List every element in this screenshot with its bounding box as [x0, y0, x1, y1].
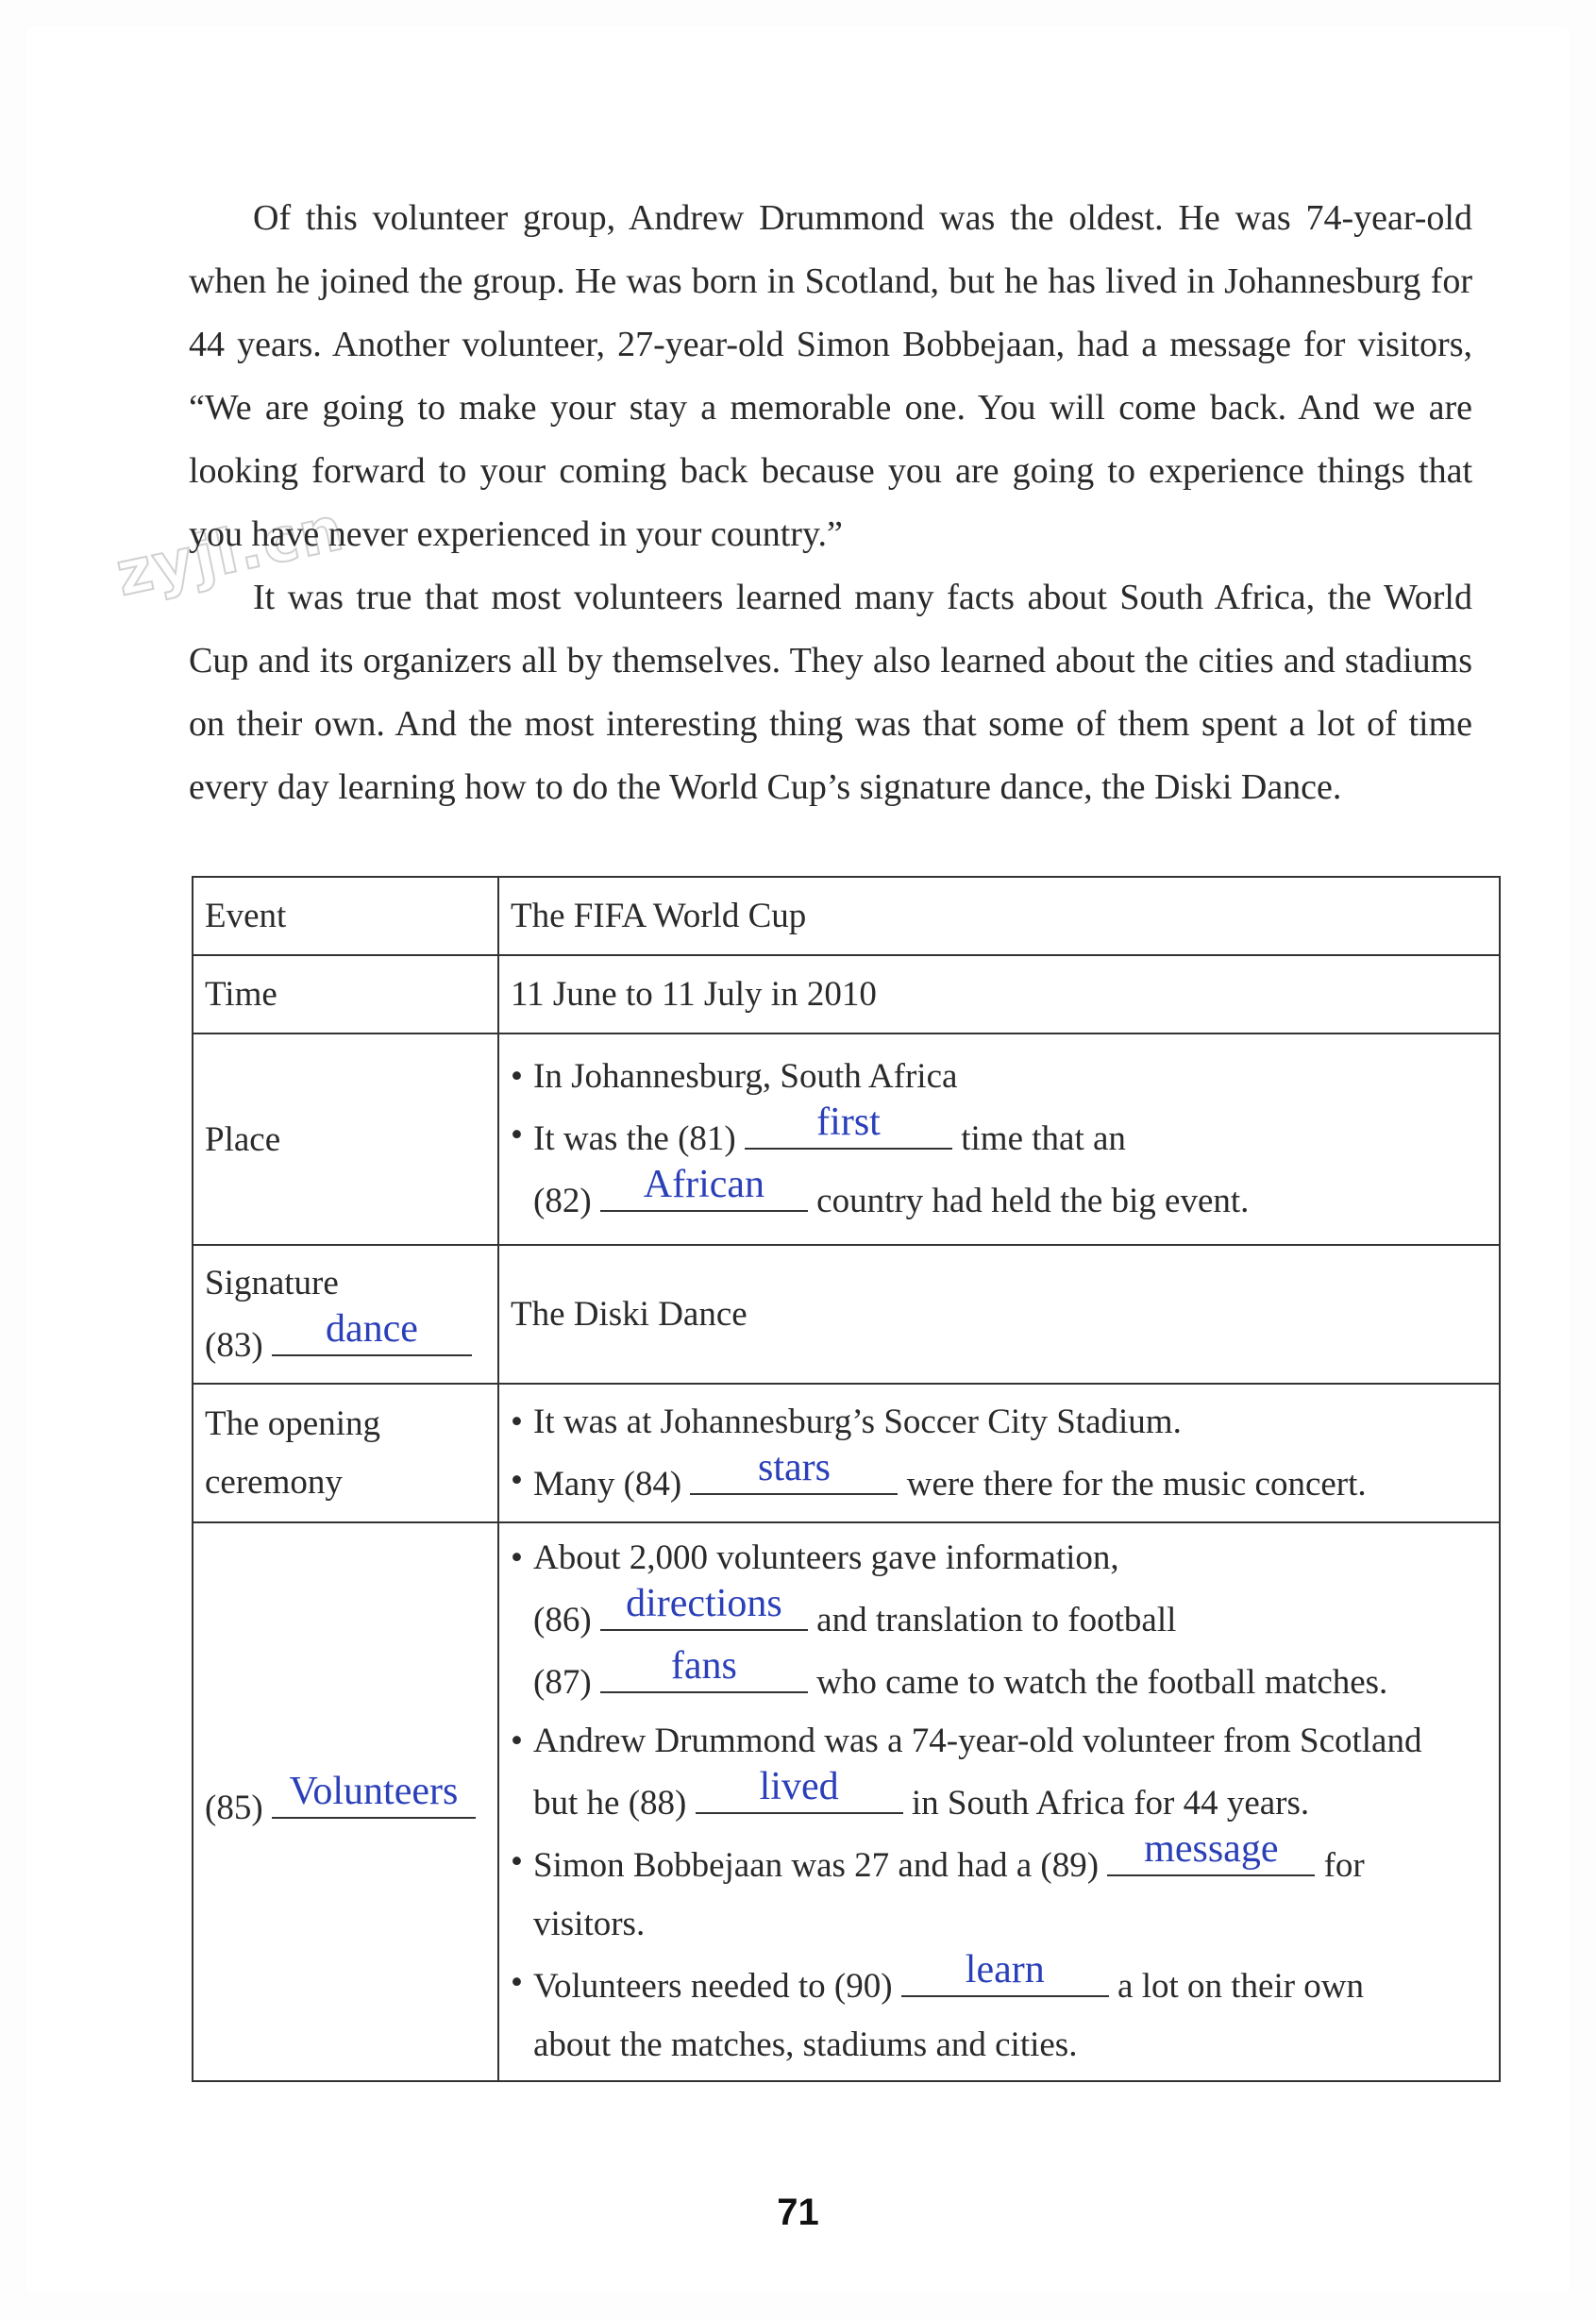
- blank-87[interactable]: [600, 1644, 808, 1693]
- answer-81: first: [816, 1101, 881, 1144]
- blank-85[interactable]: [272, 1770, 476, 1819]
- passage-paragraph-2: It was true that most volunteers learned many facts about South Africa, the World Cup and its organizers all by themselves. They also learned about the cities and stadiums on their own. And the most interesting thing was that some of them spent a lot of time every day learning how to do the World Cup’s signature dance, the Diski Dance.: [189, 578, 1472, 807]
- opening-bullet-2: [511, 1445, 1487, 1514]
- page-number: 71: [777, 2192, 819, 2233]
- volunteers-bullet-3-cont: visitors.: [533, 1905, 646, 1943]
- place-text: It was the (81): [533, 1119, 736, 1158]
- blank-89[interactable]: [1107, 1827, 1315, 1876]
- answer-82: African: [643, 1163, 765, 1206]
- blank-82[interactable]: [600, 1163, 808, 1212]
- information-table: [192, 876, 1501, 2082]
- place-text: country had held the big event.: [816, 1182, 1250, 1220]
- value-opening: [498, 1384, 1500, 1522]
- opening-label-1: The opening: [205, 1403, 380, 1443]
- volunteers-text: (87): [533, 1663, 592, 1702]
- volunteers-bullet-1-cont2: [511, 1644, 1487, 1712]
- label-time: Time: [193, 955, 498, 1033]
- volunteers-text: in South Africa for 44 years.: [911, 1784, 1310, 1823]
- blank-88[interactable]: [696, 1765, 903, 1814]
- opening-text: Many (84): [533, 1464, 682, 1504]
- blank-83[interactable]: [272, 1306, 472, 1356]
- volunteers-text: Simon Bobbejaan was 27 and had a (89): [533, 1846, 1100, 1885]
- value-volunteers: [498, 1522, 1500, 2081]
- volunteers-text: a lot on their own: [1117, 1967, 1365, 2006]
- answer-90: learn: [965, 1948, 1045, 1991]
- volunteers-text: for: [1323, 1846, 1365, 1885]
- label-opening: [193, 1384, 498, 1522]
- answer-84: stars: [757, 1445, 831, 1489]
- table-row-signature: [193, 1245, 1500, 1384]
- blank-90[interactable]: [901, 1948, 1109, 1997]
- place-bullet-1: • In Johannesburg, South Africa: [511, 1048, 1487, 1106]
- answer-85: Volunteers: [289, 1770, 459, 1813]
- label-event: Event: [193, 877, 498, 955]
- volunteers-text: and translation to football: [816, 1601, 1177, 1639]
- place-bullet-2-cont: [511, 1163, 1487, 1231]
- value-time: 11 June to 11 July in 2010: [498, 955, 1500, 1033]
- table-row-event: [193, 877, 1500, 955]
- volunteers-bullet-4-cont: about the matches, stadiums and cities.: [533, 2025, 1078, 2064]
- blank-86[interactable]: [600, 1582, 808, 1631]
- opening-label-2: ceremony: [205, 1462, 343, 1502]
- volunteers-text: but he (88): [533, 1784, 687, 1823]
- table-row-place: [193, 1033, 1500, 1245]
- label-signature: [193, 1245, 498, 1384]
- label-place: Place: [193, 1033, 498, 1245]
- table-row-volunteers: [193, 1522, 1500, 2081]
- passage-paragraph-1: Of this volunteer group, Andrew Drummond was the oldest. He was 74-year-old when he joined the group. He was born in Scotland, but he has lived in Johannesburg for 44 years. Another volunteer, 27-year-old Simon Bobbejaan, had a message for visitors, “We are going to make your stay a memorable one. You will come back. And we are looking forward to your coming back because you are going to experience things that you have never experienced in your country.”: [189, 198, 1472, 554]
- place-bullet-2: [511, 1101, 1487, 1168]
- signature-num: (83): [205, 1325, 263, 1365]
- volunteers-bullet-2: • Andrew Drummond was a 74-year-old volunteer from Scotland: [511, 1712, 1487, 1771]
- answer-86: directions: [626, 1582, 782, 1625]
- signature-blank-line: [205, 1306, 486, 1375]
- signature-label: Signature: [205, 1263, 339, 1302]
- opening-text: were there for the music concert.: [906, 1464, 1367, 1504]
- volunteers-bullet-2-cont: [511, 1765, 1487, 1833]
- place-text: time that an: [961, 1119, 1126, 1158]
- place-text: (82): [533, 1182, 592, 1220]
- answer-83: dance: [325, 1306, 418, 1351]
- reading-passage: [189, 187, 1472, 819]
- volunteers-bullet-4: [511, 1948, 1487, 2016]
- value-place: [498, 1033, 1500, 1245]
- value-signature: The Diski Dance: [498, 1245, 1500, 1384]
- opening-bullet-1: • It was at Johannesburg’s Soccer City Stadium.: [511, 1393, 1487, 1452]
- answer-87: fans: [670, 1644, 737, 1688]
- volunteers-bullet-1-cont: [511, 1582, 1487, 1650]
- blank-84[interactable]: [690, 1445, 898, 1495]
- watermark: zyjl.cn: [109, 494, 351, 611]
- volunteers-text: Volunteers needed to (90): [533, 1967, 893, 2006]
- table-row-time: [193, 955, 1500, 1033]
- volunteers-num: (85): [205, 1789, 263, 1827]
- volunteers-bullet-3: [511, 1827, 1487, 1895]
- volunteers-text: who came to watch the football matches.: [816, 1663, 1388, 1702]
- volunteers-text: (86): [533, 1601, 592, 1639]
- answer-89: message: [1144, 1827, 1279, 1871]
- table-row-opening: [193, 1384, 1500, 1522]
- volunteers-bullet-1: • About 2,000 volunteers gave information,: [511, 1529, 1487, 1588]
- blank-81[interactable]: [745, 1101, 952, 1150]
- answer-88: lived: [759, 1765, 839, 1808]
- value-event: The FIFA World Cup: [498, 877, 1500, 955]
- label-volunteers: [193, 1522, 498, 2081]
